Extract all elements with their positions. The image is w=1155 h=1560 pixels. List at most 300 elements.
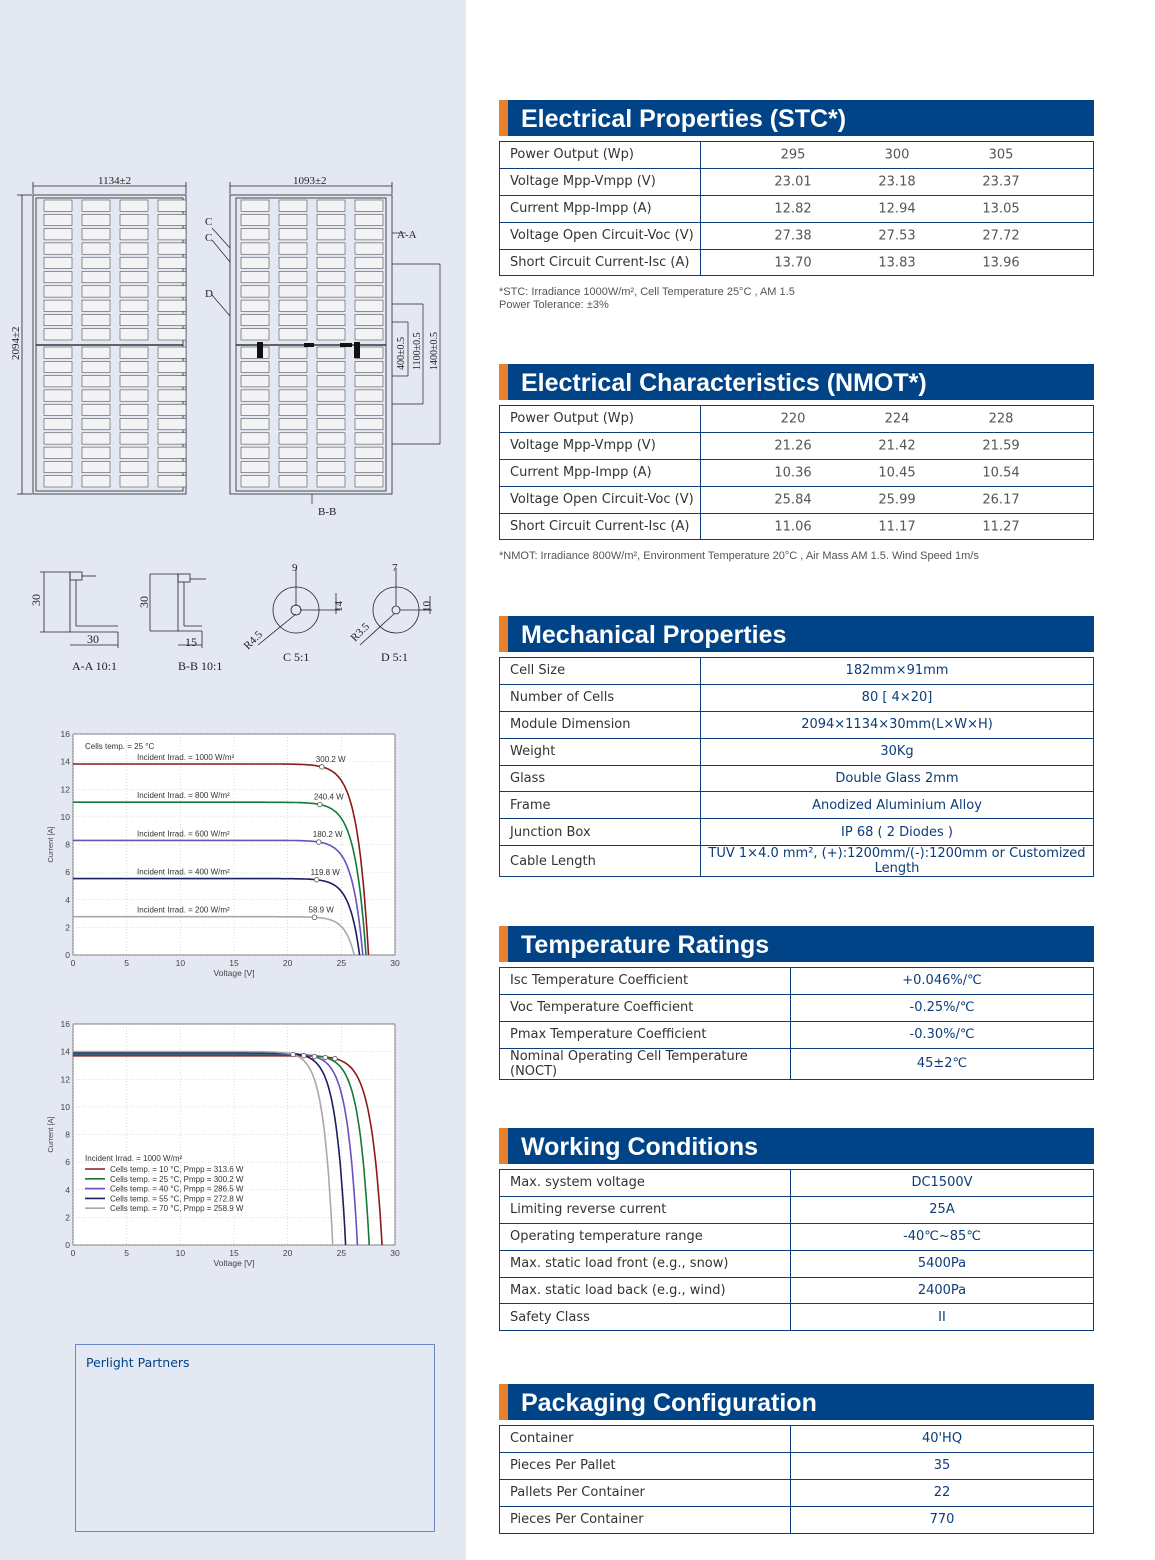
solar-cell [279, 200, 307, 211]
row-value: 2400Pa [791, 1277, 1094, 1304]
solar-cell [82, 243, 110, 254]
table-row [500, 1277, 1094, 1304]
solar-cell [355, 376, 383, 387]
row-value: 2094×1134×30mm(L×W×H) [701, 711, 1094, 738]
partners-title: Perlight Partners [86, 1355, 190, 1370]
solar-cell [44, 200, 72, 211]
row-value: 228 [988, 411, 1014, 427]
row-label: Frame [500, 792, 701, 819]
table-row [500, 1196, 1094, 1223]
table-row [500, 994, 1094, 1021]
row-value: Double Glass 2mm [701, 765, 1094, 792]
solar-cell [241, 447, 269, 458]
detail-bb-caption: B-B 10:1 [178, 659, 223, 673]
solar-cell [355, 361, 383, 372]
solar-cell [279, 376, 307, 387]
nmot-table [499, 405, 1094, 540]
pmax-label: 119.8 W [310, 867, 340, 877]
dim-400-label: 400±0.5 [396, 337, 407, 370]
table-row [500, 1223, 1094, 1250]
solar-cell [241, 390, 269, 401]
aa-label: A-A [397, 229, 417, 241]
solar-cell [355, 461, 383, 472]
detail-bb-w: 15 [185, 635, 197, 649]
stc-section [499, 100, 1094, 313]
stc-note-1: *STC: Irradiance 1000W/m², Cell Temperature 25°C , AM 1.5 [499, 286, 795, 299]
solar-cell [317, 433, 345, 444]
height-label: 2094±2 [10, 326, 22, 360]
solar-cell [279, 433, 307, 444]
solar-cell [44, 447, 72, 458]
solar-cell [82, 329, 110, 340]
solar-cell [44, 329, 72, 340]
row-label: Voltage Mpp-Vmpp (V) [500, 168, 701, 195]
x-tick-label: 10 [175, 1248, 186, 1258]
iv-chart-temperature [0, 1010, 466, 1270]
legend-entry: Cells temp. = 55 °C, Pmpp = 272.8 W [110, 1194, 244, 1204]
x-tick-label: 20 [282, 958, 293, 968]
solar-cell [120, 390, 148, 401]
row-value: 27.38 [774, 228, 812, 244]
solar-cell [355, 286, 383, 297]
y-tick-label: 2 [65, 922, 70, 933]
table-row [500, 249, 1094, 276]
row-label: Voltage Mpp-Vmpp (V) [500, 432, 701, 459]
row-value: 11.17 [878, 519, 916, 534]
bb-label: B-B [318, 506, 337, 518]
working-title: Working Conditions [499, 1128, 1094, 1164]
row-values [701, 168, 1094, 195]
row-values [701, 249, 1094, 276]
row-values [701, 406, 1094, 433]
chart-note: Cells temp. = 25 °C [85, 742, 155, 751]
solar-cell [241, 314, 269, 325]
table-row [500, 1506, 1094, 1533]
x-tick-label: 0 [70, 958, 76, 968]
solar-cell [158, 229, 186, 240]
solar-cell [120, 314, 148, 325]
table-row [500, 765, 1094, 792]
row-value: 770 [791, 1506, 1094, 1533]
table-row [500, 1304, 1094, 1331]
y-tick-label: 0 [65, 1240, 70, 1250]
row-value: 13.83 [878, 255, 916, 270]
solar-cell [44, 476, 72, 487]
solar-cell [44, 419, 72, 430]
pmax-label: 240.4 W [313, 792, 344, 802]
solar-cell [279, 419, 307, 430]
d-label: D [205, 288, 213, 300]
y-tick-label: 16 [60, 729, 70, 739]
detail-drawings [0, 555, 466, 675]
row-value: 10.36 [774, 465, 812, 481]
row-value: 295 [780, 147, 806, 163]
solar-cell [82, 347, 110, 358]
detail-c-radius: R4.5 [241, 628, 266, 653]
row-value: 22 [791, 1479, 1094, 1506]
solar-cell [158, 257, 186, 268]
solar-cell [317, 476, 345, 487]
mpp-point [316, 840, 321, 845]
mpp-point [301, 1053, 306, 1058]
row-value: 23.37 [982, 174, 1020, 190]
solar-cell [120, 461, 148, 472]
table-row [500, 846, 1094, 877]
row-values [701, 195, 1094, 222]
y-tick-label: 16 [60, 1019, 70, 1029]
detail-d-side: 10 [421, 601, 433, 612]
solar-cell [279, 461, 307, 472]
mechanical-title: Mechanical Properties [499, 616, 1094, 652]
row-label: Current Mpp-Impp (A) [500, 195, 701, 222]
row-value: 300 [884, 147, 910, 163]
x-tick-label: 15 [229, 958, 239, 968]
solar-cell [355, 433, 383, 444]
solar-cell [44, 229, 72, 240]
solar-cell [120, 404, 148, 415]
stc-notes [499, 285, 1094, 313]
solar-cell [158, 447, 186, 458]
row-value: 13.70 [774, 255, 812, 270]
solar-cell [241, 272, 269, 283]
solar-cell [241, 300, 269, 311]
solar-cell [317, 447, 345, 458]
solar-cell [120, 214, 148, 225]
nmot-note: *NMOT: Irradiance 800W/m², Environment Temperature 20°C , Air Mass AM 1.5. Wind Speed 1m/s [499, 550, 979, 563]
solar-cell [317, 361, 345, 372]
solar-cell [82, 433, 110, 444]
packaging-section [499, 1384, 1094, 1534]
solar-cell [120, 200, 148, 211]
solar-cell [44, 286, 72, 297]
nmot-section [499, 364, 1094, 564]
solar-cell [120, 243, 148, 254]
working-table [499, 1169, 1094, 1331]
row-value: 10.54 [982, 465, 1020, 481]
table-row [500, 1479, 1094, 1506]
solar-cell [158, 419, 186, 430]
solar-cell [279, 329, 307, 340]
temperature-table [499, 967, 1094, 1080]
row-label: Voltage Open Circuit-Voc (V) [500, 222, 701, 249]
row-value: 25.99 [878, 492, 916, 508]
solar-cell [279, 361, 307, 372]
solar-cell [355, 300, 383, 311]
solar-cell [355, 419, 383, 430]
x-tick-label: 5 [124, 1248, 130, 1258]
row-value: 23.18 [878, 174, 916, 190]
solar-cell [120, 329, 148, 340]
solar-cell [44, 376, 72, 387]
mpp-point [323, 1055, 328, 1060]
table-row [500, 459, 1094, 486]
solar-cell [317, 390, 345, 401]
solar-cell [82, 461, 110, 472]
table-row [500, 1426, 1094, 1453]
legend-entry: Cells temp. = 40 °C, Pmpp = 286.5 W [110, 1184, 244, 1194]
solar-cell [82, 447, 110, 458]
row-value: 13.96 [982, 255, 1020, 270]
solar-cell [317, 419, 345, 430]
solar-cell [241, 200, 269, 211]
row-value: -0.30%/℃ [791, 1021, 1094, 1048]
row-value: 305 [988, 147, 1014, 163]
legend-entry: Cells temp. = 25 °C, Pmpp = 300.2 W [110, 1174, 244, 1184]
solar-cell [355, 390, 383, 401]
solar-cell [158, 404, 186, 415]
solar-cell [82, 376, 110, 387]
row-value: 12.94 [878, 201, 916, 217]
row-label: Nominal Operating Cell Temperature (NOCT) [500, 1048, 791, 1079]
solar-cell [317, 214, 345, 225]
x-tick-label: 25 [336, 958, 347, 968]
row-label: Safety Class [500, 1304, 791, 1331]
row-label: Operating temperature range [500, 1223, 791, 1250]
x-tick-label: 5 [124, 958, 130, 968]
stc-table [499, 141, 1094, 276]
solar-cell [241, 376, 269, 387]
row-value: 182mm×91mm [701, 658, 1094, 685]
solar-cell [82, 286, 110, 297]
solar-cell [241, 476, 269, 487]
solar-cell [355, 329, 383, 340]
row-value: 80 [ 4×20] [701, 684, 1094, 711]
solar-cell [279, 447, 307, 458]
solar-cell [317, 300, 345, 311]
row-value: 5400Pa [791, 1250, 1094, 1277]
row-value: 27.53 [878, 228, 916, 244]
row-label: Container [500, 1426, 791, 1453]
solar-cell [158, 390, 186, 401]
detail-bb-h: 30 [137, 596, 151, 608]
solar-cell [317, 461, 345, 472]
detail-aa-h: 30 [29, 594, 43, 606]
solar-cell [241, 214, 269, 225]
detail-c-top: 9 [292, 562, 298, 574]
row-value: II [791, 1304, 1094, 1331]
solar-cell [82, 214, 110, 225]
solar-cell [120, 476, 148, 487]
solar-cell [279, 243, 307, 254]
nmot-title: Electrical Characteristics (NMOT*) [499, 364, 1094, 400]
row-label: Weight [500, 738, 701, 765]
solar-cell [279, 314, 307, 325]
row-label: Pieces Per Pallet [500, 1452, 791, 1479]
table-row [500, 486, 1094, 513]
table-row [500, 1250, 1094, 1277]
row-label: Short Circuit Current-Isc (A) [500, 249, 701, 276]
solar-cell [158, 272, 186, 283]
table-row [500, 1048, 1094, 1079]
row-value: 26.17 [982, 492, 1020, 508]
x-axis-label: Voltage [V] [213, 1258, 255, 1268]
y-tick-label: 12 [60, 784, 70, 795]
row-values [701, 486, 1094, 513]
row-value: 21.59 [982, 438, 1020, 454]
solar-cell [317, 329, 345, 340]
pmax-label: 58.9 W [308, 905, 334, 915]
table-row [500, 142, 1094, 169]
mpp-point [319, 765, 324, 770]
solar-cell [241, 347, 269, 358]
row-label: Voc Temperature Coefficient [500, 994, 791, 1021]
solar-cell [158, 300, 186, 311]
row-value: 25A [791, 1196, 1094, 1223]
solar-cell [44, 347, 72, 358]
x-tick-label: 15 [229, 1248, 239, 1258]
dim-1400-label: 1400±0.5 [429, 332, 440, 370]
solar-cell [120, 286, 148, 297]
solar-cell [317, 404, 345, 415]
solar-cell [120, 376, 148, 387]
back-width-label: 1093±2 [293, 175, 327, 187]
y-axis-label: Current [A] [46, 1116, 55, 1153]
partners-box [75, 1344, 435, 1532]
table-row [500, 968, 1094, 995]
row-label: Short Circuit Current-Isc (A) [500, 513, 701, 540]
solar-cell [317, 229, 345, 240]
pmax-label: 180.2 W [312, 830, 343, 840]
table-row [500, 819, 1094, 846]
legend-title: Incident Irrad. = 1000 W/m² [85, 1154, 183, 1163]
table-row [500, 792, 1094, 819]
row-value: 30Kg [701, 738, 1094, 765]
solar-cell [158, 433, 186, 444]
table-row [500, 1452, 1094, 1479]
row-values [701, 432, 1094, 459]
row-value: -0.25%/℃ [791, 994, 1094, 1021]
solar-cell [82, 200, 110, 211]
row-label: Junction Box [500, 819, 701, 846]
table-row [500, 1170, 1094, 1197]
table-row [500, 658, 1094, 685]
mpp-point [312, 1054, 317, 1059]
row-value: -40℃~85℃ [791, 1223, 1094, 1250]
solar-cell [158, 214, 186, 225]
solar-cell [241, 461, 269, 472]
table-row [500, 168, 1094, 195]
solar-cell [279, 214, 307, 225]
solar-cell [355, 447, 383, 458]
row-label: Max. static load front (e.g., snow) [500, 1250, 791, 1277]
solar-cell [44, 214, 72, 225]
row-value: 10.45 [878, 465, 916, 481]
solar-cell [158, 200, 186, 211]
solar-cell [279, 347, 307, 358]
solar-cell [317, 272, 345, 283]
iv-chart-irradiance [0, 720, 466, 980]
mpp-point [318, 802, 323, 807]
y-tick-label: 14 [60, 756, 70, 767]
table-row [500, 432, 1094, 459]
row-value: IP 68 ( 2 Diodes ) [701, 819, 1094, 846]
solar-cell [82, 361, 110, 372]
pmax-label: 300.2 W [315, 754, 346, 764]
row-value: 224 [884, 411, 910, 427]
solar-cell [355, 404, 383, 415]
row-value: 25.84 [774, 492, 812, 508]
row-label: Current Mpp-Impp (A) [500, 459, 701, 486]
series-label: Incident Irrad. = 600 W/m² [137, 829, 230, 839]
solar-cell [82, 257, 110, 268]
solar-cell [241, 329, 269, 340]
solar-cell [158, 347, 186, 358]
row-value: 13.05 [982, 201, 1020, 217]
solar-cell [120, 347, 148, 358]
solar-cell [317, 257, 345, 268]
solar-cell [120, 447, 148, 458]
stc-note-2: Power Tolerance: ±3% [499, 299, 609, 312]
row-label: Power Output (Wp) [500, 406, 701, 433]
solar-cell [279, 272, 307, 283]
solar-cell [158, 376, 186, 387]
table-row [500, 711, 1094, 738]
row-value: 40'HQ [791, 1426, 1094, 1453]
y-tick-label: 8 [65, 839, 70, 850]
solar-cell [120, 361, 148, 372]
detail-d-top: 7 [392, 562, 398, 574]
solar-cell [355, 214, 383, 225]
detail-c-side: 14 [333, 601, 345, 612]
c-label-2: C [205, 232, 213, 244]
row-values [701, 222, 1094, 249]
solar-cell [120, 257, 148, 268]
series-label: Incident Irrad. = 200 W/m² [137, 905, 230, 915]
solar-cell [317, 314, 345, 325]
x-tick-label: 0 [70, 1248, 76, 1258]
solar-cell [355, 257, 383, 268]
row-label: Pallets Per Container [500, 1479, 791, 1506]
row-label: Max. static load back (e.g., wind) [500, 1277, 791, 1304]
solar-cell [44, 461, 72, 472]
row-value: Anodized Aluminium Alloy [701, 792, 1094, 819]
row-value: 11.27 [982, 519, 1020, 534]
row-label: Cell Size [500, 658, 701, 685]
table-row [500, 222, 1094, 249]
row-label: Voltage Open Circuit-Voc (V) [500, 486, 701, 513]
row-value: 11.06 [774, 519, 812, 534]
table-row [500, 513, 1094, 540]
y-tick-label: 10 [60, 811, 70, 822]
solar-cell [158, 243, 186, 254]
working-section [499, 1128, 1094, 1331]
row-label: Power Output (Wp) [500, 142, 701, 169]
mpp-point [291, 1052, 296, 1057]
solar-cell [355, 476, 383, 487]
solar-cell [241, 229, 269, 240]
row-value: 12.82 [774, 201, 812, 217]
y-tick-label: 4 [65, 1184, 70, 1195]
row-label: Pmax Temperature Coefficient [500, 1021, 791, 1048]
mpp-point [314, 877, 319, 882]
detail-d-radius: R3.5 [348, 620, 373, 645]
table-row [500, 195, 1094, 222]
solar-cell [158, 286, 186, 297]
temperature-section [499, 926, 1094, 1080]
row-label: Module Dimension [500, 711, 701, 738]
solar-cell [241, 419, 269, 430]
y-tick-label: 14 [60, 1046, 70, 1057]
detail-aa-caption: A-A 10:1 [72, 659, 117, 673]
solar-cell [82, 404, 110, 415]
mpp-point [312, 915, 317, 920]
row-values [701, 513, 1094, 540]
solar-cell [44, 314, 72, 325]
x-tick-label: 30 [390, 958, 400, 968]
solar-cell [120, 272, 148, 283]
stc-title: Electrical Properties (STC*) [499, 100, 1094, 136]
c-label-1: C [205, 216, 213, 228]
